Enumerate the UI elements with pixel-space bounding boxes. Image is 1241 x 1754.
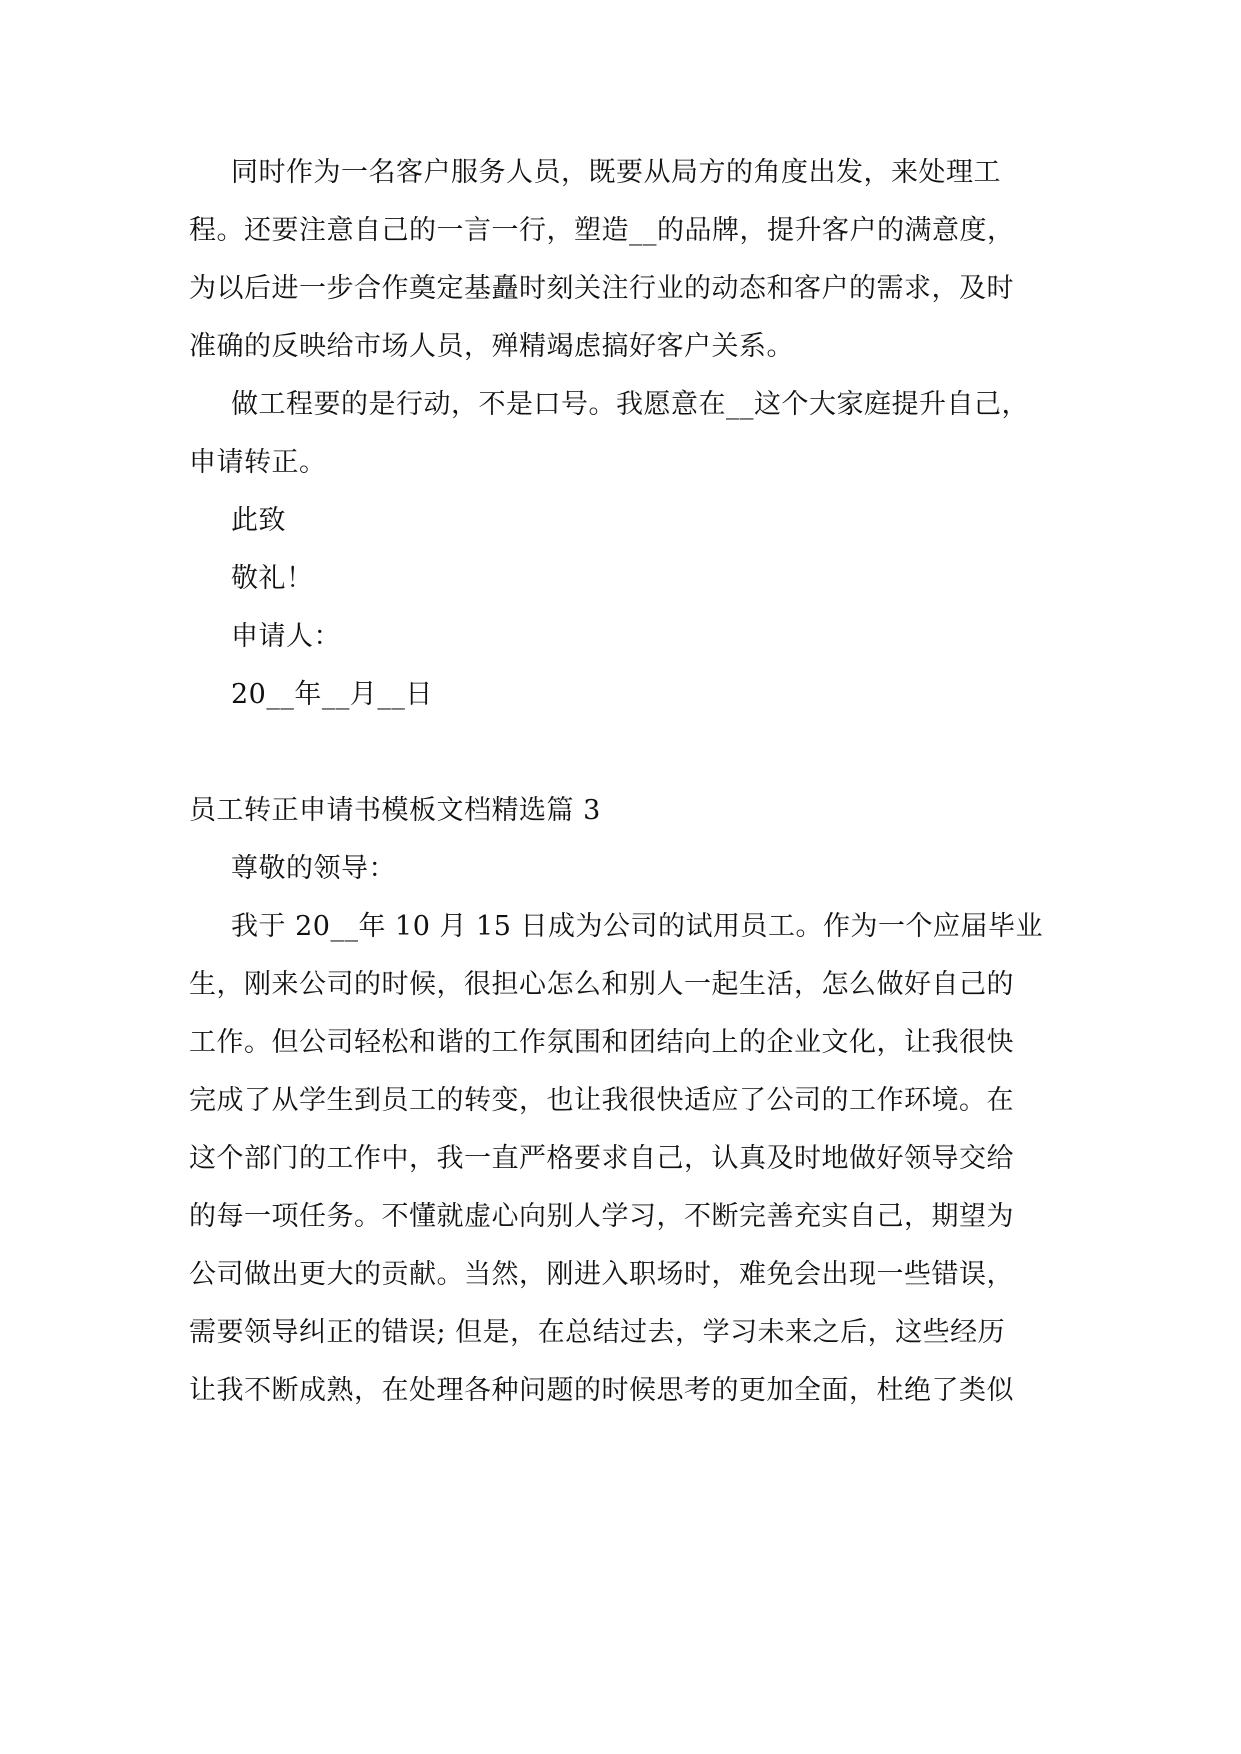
text-line: 工作。但公司轻松和谐的工作氛围和团结向上的企业文化，让我很快 <box>189 1027 1014 1058</box>
salutation: 尊敬的领导： <box>231 853 396 884</box>
text-line: 生，刚来公司的时候，很担心怎么和别人一起生活，怎么做好自己的 <box>189 969 1014 1000</box>
text-line: 需要领导纠正的错误; 但是，在总结过去，学习未来之后，这些经历 <box>189 1317 1006 1348</box>
text-line: 准确的反映给市场人员，殚精竭虑搞好客户关系。 <box>189 331 794 362</box>
text-line: 为以后进一步合作奠定基矗时刻关注行业的动态和客户的需求，及时 <box>189 273 1014 304</box>
date-line: 20__年__月__日 <box>231 679 433 710</box>
text-line: 做工程要的是行动，不是口号。我愿意在__这个大家庭提升自己， <box>231 389 1029 420</box>
applicant-label: 申请人： <box>231 621 341 652</box>
text-line: 公司做出更大的贡献。当然，刚进入职场时，难免会出现一些错误， <box>189 1259 1014 1290</box>
text-line: 我于 20__年 10 月 15 日成为公司的试用员工。作为一个应届毕业 <box>231 911 1043 942</box>
text-line: 这个部门的工作中，我一直严格要求自己，认真及时地做好领导交给 <box>189 1143 1014 1174</box>
text-line: 让我不断成熟，在处理各种问题的时候思考的更加全面，杜绝了类似 <box>189 1375 1014 1406</box>
text-line: 申请转正。 <box>189 447 327 478</box>
text-line: 程。还要注意自己的一言一行，塑造__的品牌，提升客户的满意度， <box>189 215 1015 246</box>
text-line: 的每一项任务。不懂就虚心向别人学习，不断完善充实自己，期望为 <box>189 1201 1014 1232</box>
text-line: 同时作为一名客户服务人员，既要从局方的角度出发，来处理工 <box>231 157 1001 188</box>
closing-line-2: 敬礼！ <box>231 563 314 594</box>
section-title: 员工转正申请书模板文档精选篇 3 <box>189 795 601 826</box>
closing-line-1: 此致 <box>231 505 286 536</box>
text-line: 完成了从学生到员工的转变，也让我很快适应了公司的工作环境。在 <box>189 1085 1014 1116</box>
